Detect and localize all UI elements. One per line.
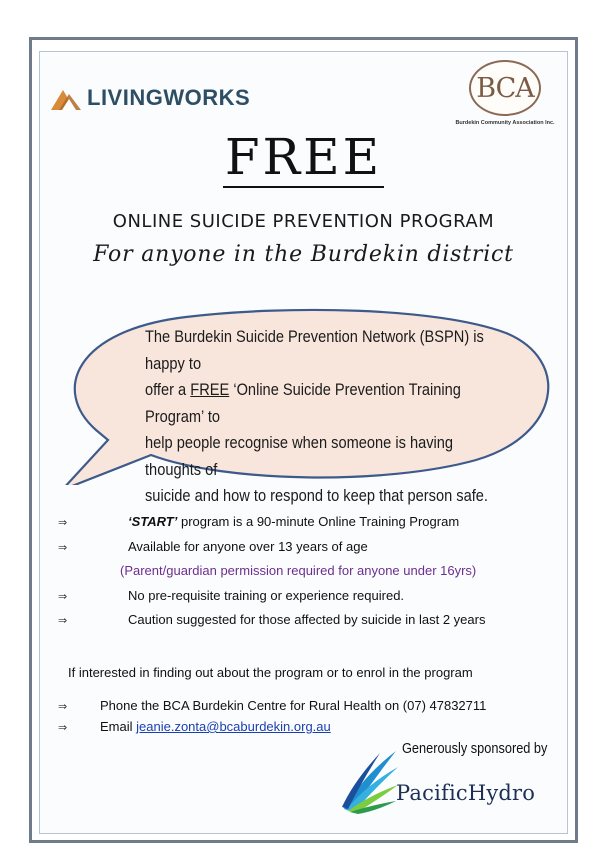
flyer-panel [39,51,568,834]
start-program-name: ‘START’ [128,514,178,529]
pacifichydro-fan-icon [340,747,400,817]
bullet-text-rest: program is a 90-minute Online Training Program [177,514,460,529]
list-item [58,719,486,740]
bubble-line-3: help people recognise when someone is having thoughts of [145,433,454,479]
bubble-free-word: FREE [190,380,230,399]
bca-logo [455,60,555,126]
double-arrow-icon: ⇒ [58,590,68,603]
bca-caption: Burdekin Community Association Inc. [455,120,555,126]
bca-oval-emblem [469,60,541,116]
livingworks-mountain-icon [49,84,83,112]
free-heading-text: FREE [224,128,383,186]
page-frame [29,37,578,843]
list-item [58,612,558,637]
program-heading: ONLINE SUICIDE PREVENTION PROGRAM [112,211,495,232]
phone-contact: Phone the BCA Burdekin Centre for Rural Health on (07) 47832711 [100,698,487,713]
list-item [58,514,558,539]
enrol-instructions: If interested in finding out about the program or to enrol in the program [68,665,473,680]
free-heading [40,128,567,187]
pacifichydro-wordmark: PacificHydro [396,781,536,805]
list-item [58,588,558,613]
bullet-text: Caution suggested for those affected by suicide in last 2 years [128,612,486,627]
contact-list [58,698,486,740]
bubble-line-2-pre: offer a [145,380,191,399]
sponsor-block [340,739,570,829]
permission-note: (Parent/guardian permission required for anyone under 16yrs) [120,563,477,578]
email-link[interactable]: jeanie.zonta@bcaburdekin.org.au [136,719,331,734]
bubble-line-2 [145,377,506,430]
double-arrow-icon: ⇒ [58,701,68,713]
bubble-message [145,324,506,510]
bullet-text: Available for anyone over 13 years of age [128,538,368,554]
bullet-list [58,514,558,637]
double-arrow-icon: ⇒ [58,541,68,554]
double-arrow-icon: ⇒ [58,517,68,529]
bullet-text [110,514,459,529]
sponsor-caption: Generously sponsored by [402,741,548,757]
double-arrow-icon: ⇒ [58,722,68,734]
list-item [58,539,558,564]
double-arrow-icon: ⇒ [58,615,68,627]
list-item [58,698,486,719]
livingworks-wordmark: LIVINGWORKS [87,85,251,110]
bubble-line-1: The Burdekin Suicide Prevention Network (BSPN) is happy to [145,327,484,373]
email-label: Email [100,719,133,734]
audience-heading: For anyone in the Burdekin district [93,242,514,267]
bubble-line-2-post: ‘Online Suicide Prevention Training Program’ to [145,380,461,426]
bca-letters: BCA [476,72,534,104]
bubble-line-4: suicide and how to respond to keep that person safe. [145,486,488,505]
bullet-text: No pre-requisite training or experience required. [128,587,405,603]
livingworks-logo [49,84,250,112]
